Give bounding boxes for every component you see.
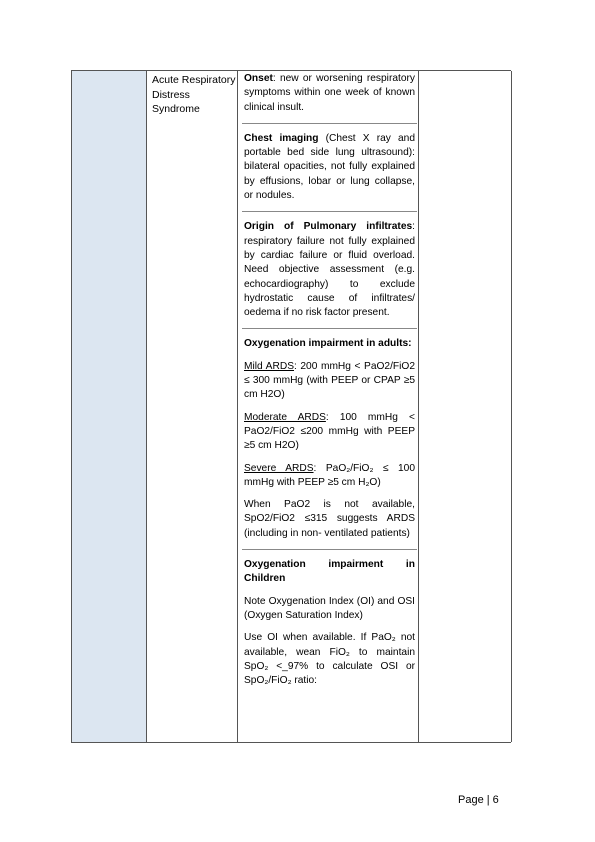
use-oi-paragraph: Use OI when available. If PaO₂ not available, wean FiO₂ to maintain SpO₂ <_97% to calculate OSI or SpO₂/FiO₂ ratio:	[244, 632, 415, 687]
oxygenation-adults-label: Oxygenation impairment in adults:	[244, 338, 412, 350]
criteria-content	[244, 72, 415, 696]
note-oi-paragraph: Note Oxygenation Index (OI) and OSI (Oxygen Saturation Index)	[244, 595, 415, 621]
row-divider	[242, 211, 417, 212]
moderate-ards-label: Moderate ARDS	[244, 411, 326, 423]
mild-ards-text: : 200 mmHg < PaO2/FiO2 ≤ 300 mmHg (with PEEP or CPAP ≥5 cm H2O)	[244, 360, 415, 401]
moderate-ards-paragraph	[244, 411, 415, 454]
origin-label: Origin of Pulmonary infiltrates	[244, 221, 413, 233]
chest-imaging-text: (Chest X ray and portable bed side lung ultrasound): bilateral opacities, not fully explained by effusions, lobar or lung collapse, or nodules.	[244, 132, 415, 202]
onset-text: : new or worsening respiratory symptoms within one week of known clinical insult.	[244, 73, 415, 113]
origin-text: : respiratory failure not fully explained by cardiac failure or fluid overload. Need objective assessment (e.g. echocardiography) to exclude hydrostatic cause of infiltrates/ oedema if no risk factor present.	[244, 221, 415, 319]
page-number: Page | 6	[458, 794, 499, 806]
shaded-column	[72, 71, 147, 742]
row-divider	[242, 123, 417, 124]
chest-imaging-label: Chest imaging	[244, 132, 319, 144]
origin-paragraph	[244, 220, 415, 320]
severe-ards-label: Severe ARDS	[244, 462, 314, 474]
mild-ards-paragraph	[244, 360, 415, 403]
onset-label: Onset	[244, 73, 273, 84]
empty-column	[419, 71, 512, 742]
condition-column	[147, 71, 238, 742]
when-pao2-paragraph: When PaO2 is not available, SpO2/FiO2 ≤315 suggests ARDS (including in non- ventilated patients)	[244, 499, 415, 539]
mild-ards-label: Mild ARDS	[244, 360, 294, 372]
onset-paragraph	[244, 72, 415, 115]
chest-imaging-paragraph	[244, 132, 415, 203]
oxygenation-adults-heading	[244, 337, 415, 351]
condition-name: Acute Respiratory Distress Syndrome	[152, 74, 236, 115]
row-divider	[242, 549, 417, 550]
oxygenation-children-label: Oxygenation impairment in Children	[244, 559, 415, 585]
oxygenation-children-heading	[244, 558, 415, 587]
criteria-table	[71, 70, 511, 743]
severe-ards-text: : PaO₂/FiO₂ ≤ 100 mmHg with PEEP ≥5 cm H₂O)	[244, 462, 415, 488]
row-divider	[242, 328, 417, 329]
moderate-ards-text: : 100 mmHg < PaO2/FiO2 ≤200 mmHg with PEEP ≥5 cm H2O)	[244, 411, 415, 452]
severe-ards-paragraph	[244, 462, 415, 491]
